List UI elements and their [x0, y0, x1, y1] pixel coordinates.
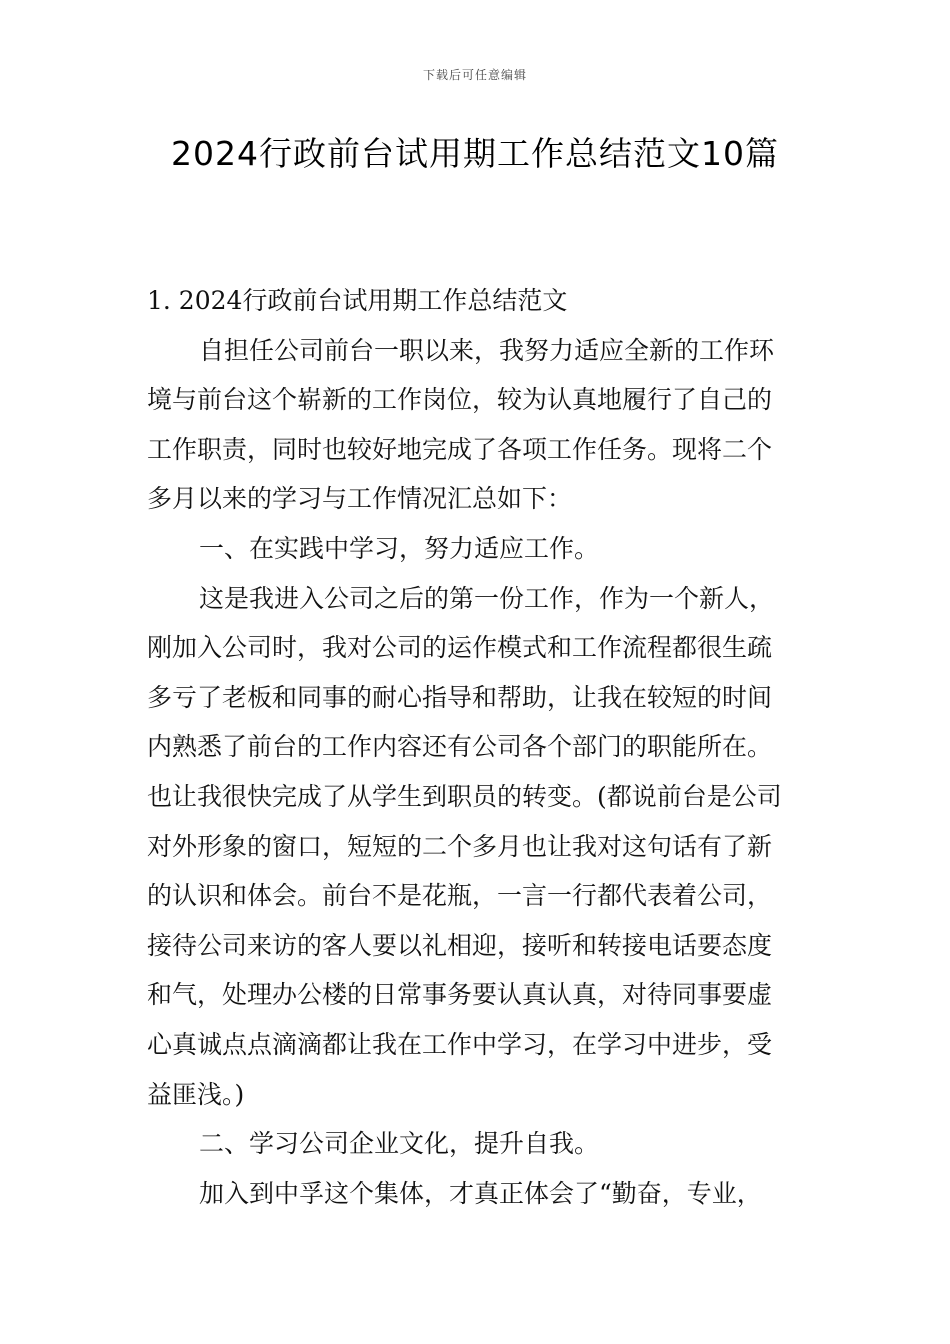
text-line: 多月以来的学习与工作情况汇总如下：: [147, 484, 573, 514]
text-line: 刚加入公司时，我对公司的运作模式和工作流程都很生疏: [147, 633, 773, 663]
text-line: 境与前台这个崭新的工作岗位，较为认真地履行了自己的: [147, 385, 773, 415]
text-line: 也让我很快完成了从学生到职员的转变。(都说前台是公司: [147, 781, 782, 811]
text-line: 加入到中孚这个集体，才真正体会了“勤奋，专业，: [199, 1178, 762, 1208]
text-line: 心真诚点点滴滴都让我在工作中学习，在学习中进步，受: [147, 1029, 773, 1059]
document-body: [147, 276, 807, 1218]
text-line: 接待公司来访的客人要以礼相迎，接听和转接电话要态度: [147, 930, 773, 960]
text-line: 自担任公司前台一职以来，我努力适应全新的工作环: [199, 335, 775, 365]
header-note: 下载后可任意编辑: [422, 68, 527, 82]
text-line: 一、在实践中学习，努力适应工作。: [199, 533, 600, 563]
text-line: 多亏了老板和同事的耐心指导和帮助，让我在较短的时间: [147, 682, 773, 712]
text-line: 这是我进入公司之后的第一份工作，作为一个新人，: [199, 583, 775, 613]
text-line: 和气，处理办公楼的日常事务要认真认真，对待同事要虚: [147, 980, 773, 1010]
section-heading: 1. 2024行政前台试用期工作总结范文: [147, 286, 568, 315]
text-line: 对外形象的窗口，短短的二个多月也让我对这句话有了新: [147, 831, 773, 861]
text-line: 内熟悉了前台的工作内容还有公司各个部门的职能所在。: [147, 732, 773, 762]
text-line: 益匪浅。): [147, 1079, 245, 1109]
text-line: 的认识和体会。前台不是花瓶，一言一行都代表着公司，: [147, 881, 773, 911]
document-title: 2024行政前台试用期工作总结范文10篇: [171, 134, 779, 173]
text-line: 二、学习公司企业文化，提升自我。: [199, 1129, 600, 1159]
text-line: 工作职责，同时也较好地完成了各项工作任务。现将二个: [147, 434, 773, 464]
